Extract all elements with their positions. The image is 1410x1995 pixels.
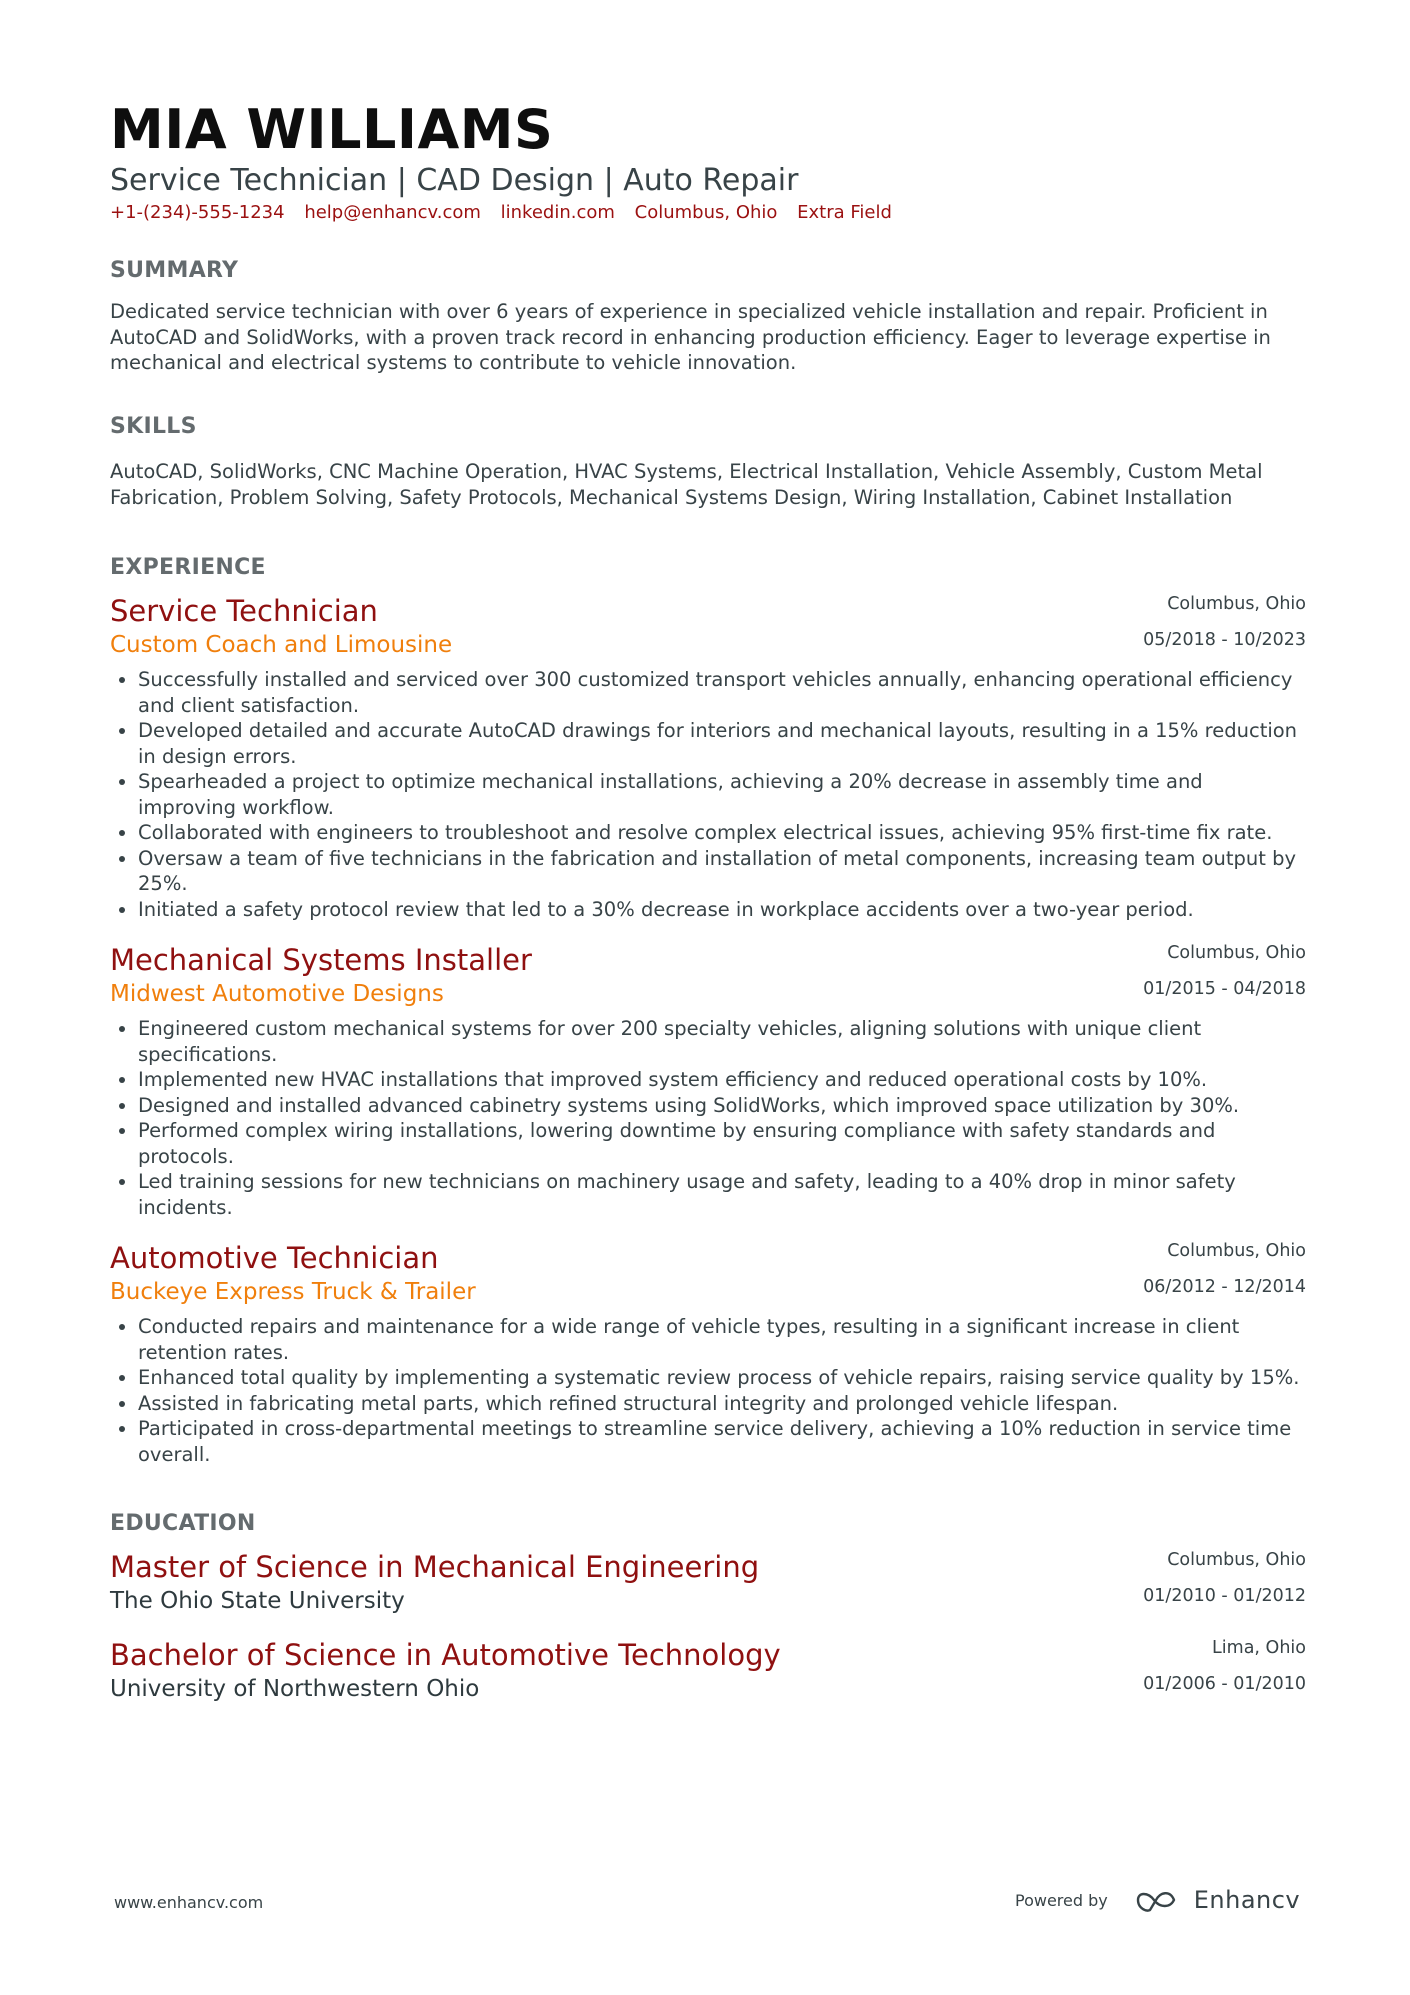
degree-title: Bachelor of Science in Automotive Technology <box>110 1638 781 1672</box>
job-bullets <box>110 1314 1306 1467</box>
job-title: Service Technician <box>110 594 378 628</box>
job-title: Mechanical Systems Installer <box>110 943 532 977</box>
bullet-item: • Participated in cross-departmental meetings to streamline service delivery, achieving a 10% reduction in service time overall. <box>138 1416 1306 1467</box>
education-location: Columbus, Ohio <box>1167 1550 1306 1570</box>
job-dates: 06/2012 - 12/2014 <box>1143 1277 1306 1297</box>
skills-text: AutoCAD, SolidWorks, CNC Machine Operation, HVAC Systems, Electrical Installation, Vehicle Assembly, Custom Metal Fabrication, Problem Solving, Safety Protocols, Mechanical Systems Design, Wiring Installation, Cabinet Installation <box>110 460 1263 509</box>
powered-by-label: Powered by <box>1015 1890 1108 1910</box>
bullet-item: • Spearheaded a project to optimize mechanical installations, achieving a 20% decrease in assembly time and improving workflow. <box>138 769 1306 820</box>
bullet-item: • Assisted in fabricating metal parts, which refined structural integrity and prolonged vehicle lifespan. <box>138 1391 1306 1417</box>
skills-section-title: SKILLS <box>110 414 197 439</box>
bullet-item: • Collaborated with engineers to troubleshoot and resolve complex electrical issues, achieving 95% first-time fix rate. <box>138 820 1306 846</box>
bullet-item: • Engineered custom mechanical systems for over 200 specialty vehicles, aligning solutions with unique client specifications. <box>138 1016 1306 1067</box>
company-name: Custom Coach and Limousine <box>110 632 453 658</box>
bullet-item: • Developed detailed and accurate AutoCAD drawings for interiors and mechanical layouts, resulting in a 15% reduction in design errors. <box>138 718 1306 769</box>
bullet-item: • Implemented new HVAC installations that improved system efficiency and reduced operational costs by 10%. <box>138 1067 1306 1093</box>
school-name: The Ohio State University <box>110 1588 405 1614</box>
job-dates: 01/2015 - 04/2018 <box>1143 979 1306 999</box>
footer-website[interactable]: www.enhancv.com <box>114 1893 264 1912</box>
candidate-headline: Service Technician | CAD Design | Auto Repair <box>110 163 799 198</box>
education-dates: 01/2006 - 01/2010 <box>1143 1674 1306 1694</box>
job-dates: 05/2018 - 10/2023 <box>1143 630 1306 650</box>
bullet-item: • Oversaw a team of five technicians in the fabrication and installation of metal components, increasing team output by 25%. <box>138 846 1306 897</box>
summary-text: Dedicated service technician with over 6 years of experience in specialized vehicle installation and repair. Proficient in AutoCAD and SolidWorks, with a proven track record in enhancing production efficiency. Eager to leverage expertise in mechanical and electrical systems to contribute to vehicle innovation. <box>110 300 1271 374</box>
job-bullets <box>110 1016 1306 1220</box>
bullet-item: • Initiated a safety protocol review that led to a 30% decrease in workplace accidents over a two-year period. <box>138 897 1306 923</box>
company-name: Midwest Automotive Designs <box>110 981 444 1007</box>
bullet-item: • Performed complex wiring installations, lowering downtime by ensuring compliance with safety standards and protocols. <box>138 1118 1306 1169</box>
job-location: Columbus, Ohio <box>1167 1241 1306 1261</box>
contact-linkedin[interactable]: linkedin.com <box>500 202 615 223</box>
bullet-item: • Led training sessions for new technicians on machinery usage and safety, leading to a 40% drop in minor safety incidents. <box>138 1169 1306 1220</box>
company-name: Buckeye Express Truck & Trailer <box>110 1279 476 1305</box>
summary-section-title: SUMMARY <box>110 258 239 283</box>
job-title: Automotive Technician <box>110 1241 439 1275</box>
candidate-name: MIA WILLIAMS <box>110 98 554 161</box>
bullet-item: • Designed and installed advanced cabinetry systems using SolidWorks, which improved space utilization by 30%. <box>138 1093 1306 1119</box>
degree-title: Master of Science in Mechanical Engineering <box>110 1550 760 1584</box>
bullet-item: • Enhanced total quality by implementing a systematic review process of vehicle repairs, raising service quality by 15%. <box>138 1365 1306 1391</box>
contact-location: Columbus, Ohio <box>634 202 778 223</box>
brand-name[interactable]: Enhancv <box>1193 1886 1301 1914</box>
job-bullets <box>110 667 1306 922</box>
school-name: University of Northwestern Ohio <box>110 1676 480 1702</box>
bullet-item: • Successfully installed and serviced over 300 customized transport vehicles annually, enhancing operational efficiency and client satisfaction. <box>138 667 1306 718</box>
experience-section-title: EXPERIENCE <box>110 555 266 580</box>
job-location: Columbus, Ohio <box>1167 943 1306 963</box>
bullet-item: • Conducted repairs and maintenance for a wide range of vehicle types, resulting in a significant increase in client retention rates. <box>138 1314 1306 1365</box>
education-section-title: EDUCATION <box>110 1511 256 1536</box>
contact-extra-field: Extra Field <box>797 202 892 223</box>
contact-row <box>110 202 906 223</box>
education-dates: 01/2010 - 01/2012 <box>1143 1586 1306 1606</box>
job-location: Columbus, Ohio <box>1167 594 1306 614</box>
footer-branding <box>1015 1880 1300 1920</box>
contact-email[interactable]: help@enhancv.com <box>304 202 481 223</box>
education-location: Lima, Ohio <box>1212 1638 1306 1658</box>
enhancv-logo-icon <box>1134 1886 1180 1914</box>
contact-phone[interactable]: +1-(234)-555-1234 <box>110 202 285 223</box>
